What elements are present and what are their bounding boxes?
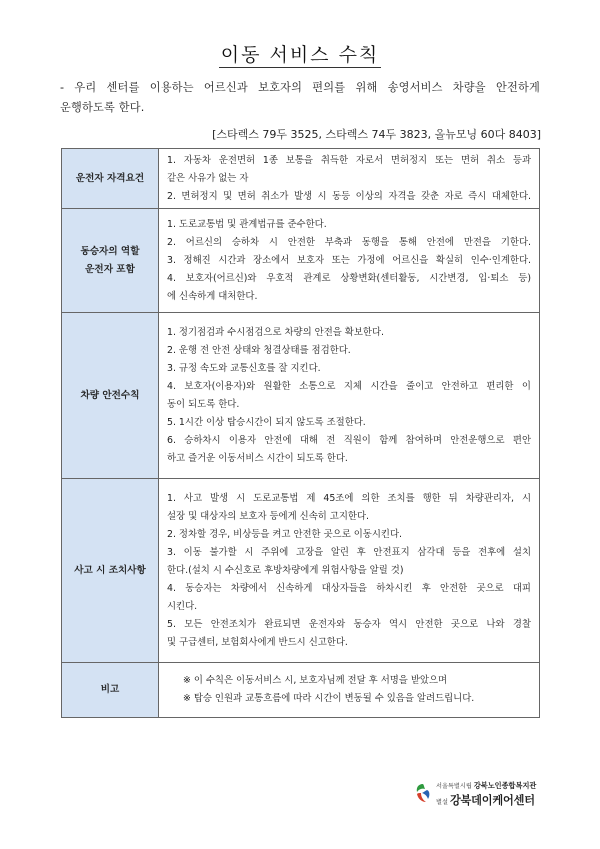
rule-header-line: 비고 — [100, 684, 120, 695]
rule-note: ※ 탑승 인원과 교통흐름에 따라 시간이 변동될 수 있음을 알려드립니다. — [183, 693, 475, 704]
rule-body — [159, 209, 540, 313]
rule-header — [62, 479, 159, 663]
rule-line: 5. 1시간 이상 탑승시간이 되지 않도록 조절한다. — [167, 416, 366, 428]
logo-org: 강북노인종합복지관 — [473, 781, 537, 790]
rule-line: 하고 즐거운 이동서비스 시간이 되도록 한다. — [167, 452, 348, 464]
rule-header-line: 차량 안전수칙 — [80, 389, 140, 401]
rule-line: 4. 보호자(이용자)와 원활한 소통으로 지체 시간을 줄이고 안전하고 편리한 이 — [167, 380, 531, 392]
logo-center: 강북데이케어센터 — [449, 794, 535, 807]
rule-header — [62, 313, 159, 479]
rule-line: 에 신속하게 대처한다. — [167, 290, 258, 302]
rule-line: 3. 규정 속도와 교통신호를 잘 지킨다. — [167, 362, 321, 374]
rule-body — [159, 479, 540, 663]
rule-line: 같은 사유가 없는 자 — [167, 172, 249, 184]
intro-line: 운행하도록 한다. — [60, 101, 145, 114]
rule-line: 1. 자동차 운전면허 1종 보통을 취득한 자로서 면허정지 또는 면허 취소 등과 — [167, 154, 531, 166]
rule-line: 및 구급센터, 보험회사에게 반드시 신고한다. — [167, 636, 348, 648]
rule-row-accident-measures — [62, 479, 540, 663]
rule-line: 동이 되도록 한다. — [167, 398, 240, 410]
rule-header — [62, 209, 159, 313]
rule-line: 1. 도로교통법 및 관계법규를 준수한다. — [167, 218, 327, 230]
logo-org-line — [436, 781, 536, 791]
rule-header — [62, 663, 159, 718]
intro-line: - 우리 센터를 이용하는 어르신과 보호자의 편의를 위해 송영서비스 차량을 안전하게 — [60, 81, 540, 94]
rule-note: ※ 이 수칙은 이동서비스 시, 보호자님께 전달 후 서명을 받았으며 — [183, 675, 448, 686]
rule-line: 한다.(설치 시 수신호로 후방차량에게 위험사항을 알릴 것) — [167, 564, 404, 576]
rule-line: 1. 정기점검과 수시점검으로 차량의 안전을 확보한다. — [167, 326, 385, 338]
rule-header-line: 운전자 포함 — [85, 263, 135, 275]
rule-row-driver-qualification — [62, 149, 540, 209]
rule-body — [159, 663, 540, 718]
rule-header-line: 운전자 자격요건 — [75, 172, 145, 184]
rule-line: 2. 운행 전 안전 상태와 청결상태를 점검한다. — [167, 344, 351, 356]
logo-city: 서울특별시립 — [436, 783, 472, 790]
rule-line: 4. 보호자(어르신)와 우호적 관계로 상황변화(센터활동, 시간변경, 입·퇴소 등) — [167, 272, 531, 284]
rule-line: 2. 어르신의 승하차 시 안전한 부축과 동행을 통해 안전에 만전을 기한다. — [167, 236, 531, 248]
rule-header — [62, 149, 159, 209]
intro-paragraph — [60, 78, 540, 118]
rule-body — [159, 149, 540, 209]
rule-line: 시킨다. — [167, 600, 198, 612]
logo-center-line — [436, 792, 535, 808]
rule-line: 2. 면허정지 및 면허 취소가 발생 시 동등 이상의 자격을 갖춘 자로 즉시 대체한다. — [167, 190, 531, 202]
rule-row-remarks — [62, 663, 540, 718]
rule-header-line: 사고 시 조치사항 — [74, 564, 146, 576]
rule-line: 5. 모든 안전조치가 완료되면 운전자와 동승자 역시 안전한 곳으로 나와 경찰 — [167, 618, 531, 630]
rule-line: 3. 이동 불가할 시 주위에 고장을 알린 후 안전표지 삼각대 등을 전후에 설치 — [167, 546, 531, 558]
rule-body — [159, 313, 540, 479]
rule-line: 설장 및 대상자의 보호자 등에게 신속히 고지한다. — [167, 510, 369, 522]
rule-header-line: 동승자의 역할 — [80, 245, 140, 257]
logo-annex: 별설 — [436, 799, 448, 806]
rule-row-vehicle-safety — [62, 313, 540, 479]
title-text: 이동 서비스 수칙 — [220, 44, 380, 66]
rules-table — [61, 148, 540, 718]
rule-line: 4. 동승자는 차량에서 신속하게 대상자들을 하차시킨 후 안전한 곳으로 대피 — [167, 582, 531, 594]
document-title — [0, 40, 600, 67]
rule-line: 3. 정해진 시간과 장소에서 보호자 또는 가정에 어르신을 확실히 인수·인계한다. — [167, 254, 531, 266]
rule-row-companion-role — [62, 209, 540, 313]
rule-line: 6. 승하차시 이용자 안전에 대해 전 직원이 함께 참여하며 안전운행으로 편안 — [167, 434, 531, 446]
center-logo — [414, 780, 544, 810]
rule-line: 1. 사고 발생 시 도로교통법 제 45조에 의한 조치를 행한 뒤 차량관리자, 시 — [167, 492, 531, 504]
rule-line: 2. 정차할 경우, 비상등을 켜고 안전한 곳으로 이동시킨다. — [167, 528, 403, 540]
welfare-center-emblem-icon — [414, 782, 432, 804]
vehicle-list: [스타렉스 79두 3525, 스타렉스 74두 3823, 올뉴모닝 60다 8403] — [212, 128, 541, 141]
